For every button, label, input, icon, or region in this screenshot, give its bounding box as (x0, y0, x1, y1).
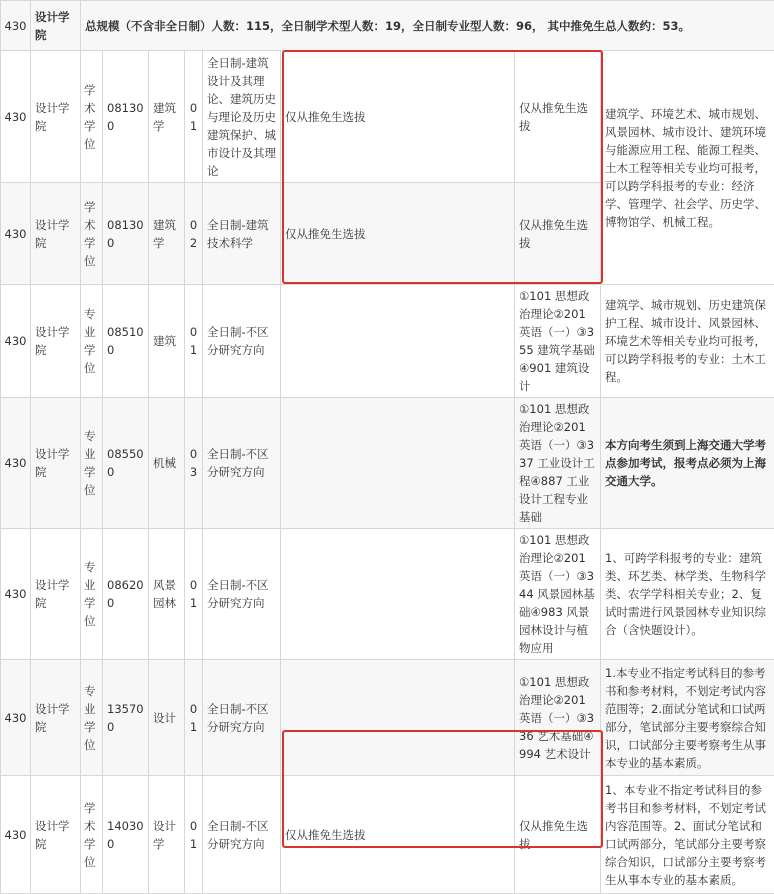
cell-exam-1 (281, 285, 515, 398)
cell-remark: 1、可跨学科报考的专业：建筑类、环艺类、林学类、生物科学类、农学学科相关专业；2、复试时需进行风景园林专业知识综合（含快题设计）。 (601, 529, 774, 660)
cell-major-code: 135700 (103, 660, 149, 776)
cell-dept: 设计学院 (31, 1, 81, 51)
cell-major: 建筑 (149, 285, 185, 398)
cell-major: 设计学 (149, 776, 185, 894)
cell-degree-type: 专业学位 (81, 285, 103, 398)
cell-exam-1: 仅从推免生选拔 (281, 183, 515, 285)
cell-degree-type: 学术学位 (81, 183, 103, 285)
cell-major: 建筑学 (149, 51, 185, 183)
cell-degree-type: 专业学位 (81, 660, 103, 776)
cell-code: 430 (1, 285, 31, 398)
cell-dept: 设计学院 (31, 660, 81, 776)
cell-code: 430 (1, 51, 31, 183)
cell-remark: 1.本专业不指定考试科目的参考书和参考材料，不划定考试内容范围等；2.面试分笔试和口试两部分，笔试部分主要考察综合知识，口试部分主要考察考生从事本专业的基本素质。 (601, 660, 774, 776)
cell-exam-2: ①101 思想政治理论②201 英语（一）③336 艺术基础④994 艺术设计 (515, 660, 601, 776)
table-row (1, 776, 774, 894)
cell-exam-1 (281, 529, 515, 660)
table-row (1, 285, 774, 398)
cell-major: 设计 (149, 660, 185, 776)
cell-exam-2: 仅从推免生选拔 (515, 183, 601, 285)
cell-degree-type: 学术学位 (81, 51, 103, 183)
summary-row (1, 1, 774, 51)
cell-code: 430 (1, 529, 31, 660)
table-row (1, 529, 774, 660)
cell-direction: 全日制-不区分研究方向 (203, 285, 281, 398)
cell-major-code: 081300 (103, 183, 149, 285)
cell-major-code: 081300 (103, 51, 149, 183)
cell-code: 430 (1, 1, 31, 51)
cell-dept: 设计学院 (31, 398, 81, 529)
table-row (1, 398, 774, 529)
cell-dept: 设计学院 (31, 51, 81, 183)
cell-direction: 全日制-不区分研究方向 (203, 776, 281, 894)
cell-remark: 建筑学、环境艺术、城市规划、风景园林、城市设计、建筑环境与能源应用工程、能源工程类、土木工程等相关专业均可报考，可以跨学科报考的专业：经济学、管理学、社会学、历史学、博物馆学、机械工程。 (601, 51, 774, 285)
cell-direction: 全日制-建筑技术科学 (203, 183, 281, 285)
cell-exam-2: ①101 思想政治理论②201 英语（一）③337 工业设计工程④887 工业设计工程专业基础 (515, 398, 601, 529)
cell-exam-2: 仅从推免生选拔 (515, 51, 601, 183)
cell-dept: 设计学院 (31, 776, 81, 894)
cell-exam-1: 仅从推免生选拔 (281, 51, 515, 183)
cell-major-code: 086200 (103, 529, 149, 660)
cell-code: 430 (1, 776, 31, 894)
cell-remark: 1、本专业不指定考试科目的参考书目和参考材料，不划定考试内容范围等。2、面试分笔试和口试两部分，笔试部分主要考察综合知识，口试部分主要考察考生从事本专业的基本素质。 (601, 776, 774, 894)
cell-direction: 全日制-不区分研究方向 (203, 660, 281, 776)
cell-major: 机械 (149, 398, 185, 529)
cell-exam-2: 仅从推免生选拔 (515, 776, 601, 894)
cell-dept: 设计学院 (31, 183, 81, 285)
cell-remark: 建筑学、城市规划、历史建筑保护工程、城市设计、风景园林、环境艺术等相关专业均可报考，可以跨学科报考的专业：土木工程。 (601, 285, 774, 398)
cell-direction-no: 01 (185, 660, 203, 776)
cell-summary: 总规模（不含非全日制）人数：115，全日制学术型人数：19，全日制专业型人数：96， 其中推免生总人数约：53。 (81, 1, 774, 51)
cell-direction: 全日制-不区分研究方向 (203, 398, 281, 529)
cell-degree-type: 专业学位 (81, 529, 103, 660)
cell-code: 430 (1, 183, 31, 285)
cell-direction-no: 01 (185, 285, 203, 398)
cell-exam-1: 仅从推免生选拔 (281, 776, 515, 894)
cell-direction: 全日制-建筑设计及其理论、建筑历史与理论及历史建筑保护、城市设计及其理论 (203, 51, 281, 183)
cell-code: 430 (1, 660, 31, 776)
cell-degree-type: 学术学位 (81, 776, 103, 894)
cell-exam-1 (281, 398, 515, 529)
cell-major-code: 085500 (103, 398, 149, 529)
cell-exam-1 (281, 660, 515, 776)
cell-direction-no: 03 (185, 398, 203, 529)
cell-exam-2: ①101 思想政治理论②201 英语（一）③344 风景园林基础④983 风景园林设计与植物应用 (515, 529, 601, 660)
cell-major: 风景园林 (149, 529, 185, 660)
table-row (1, 51, 774, 183)
cell-dept: 设计学院 (31, 529, 81, 660)
cell-remark: 本方向考生须到上海交通大学考点参加考试，报考点必须为上海交通大学。 (601, 398, 774, 529)
cell-direction-no: 01 (185, 776, 203, 894)
cell-exam-2: ①101 思想政治理论②201 英语（一）③355 建筑学基础④901 建筑设计 (515, 285, 601, 398)
cell-major: 建筑学 (149, 183, 185, 285)
cell-direction-no: 02 (185, 183, 203, 285)
cell-dept: 设计学院 (31, 285, 81, 398)
cell-major-code: 085100 (103, 285, 149, 398)
cell-direction-no: 01 (185, 529, 203, 660)
table-row (1, 660, 774, 776)
cell-major-code: 140300 (103, 776, 149, 894)
cell-degree-type: 专业学位 (81, 398, 103, 529)
cell-direction-no: 01 (185, 51, 203, 183)
cell-code: 430 (1, 398, 31, 529)
cell-direction: 全日制-不区分研究方向 (203, 529, 281, 660)
